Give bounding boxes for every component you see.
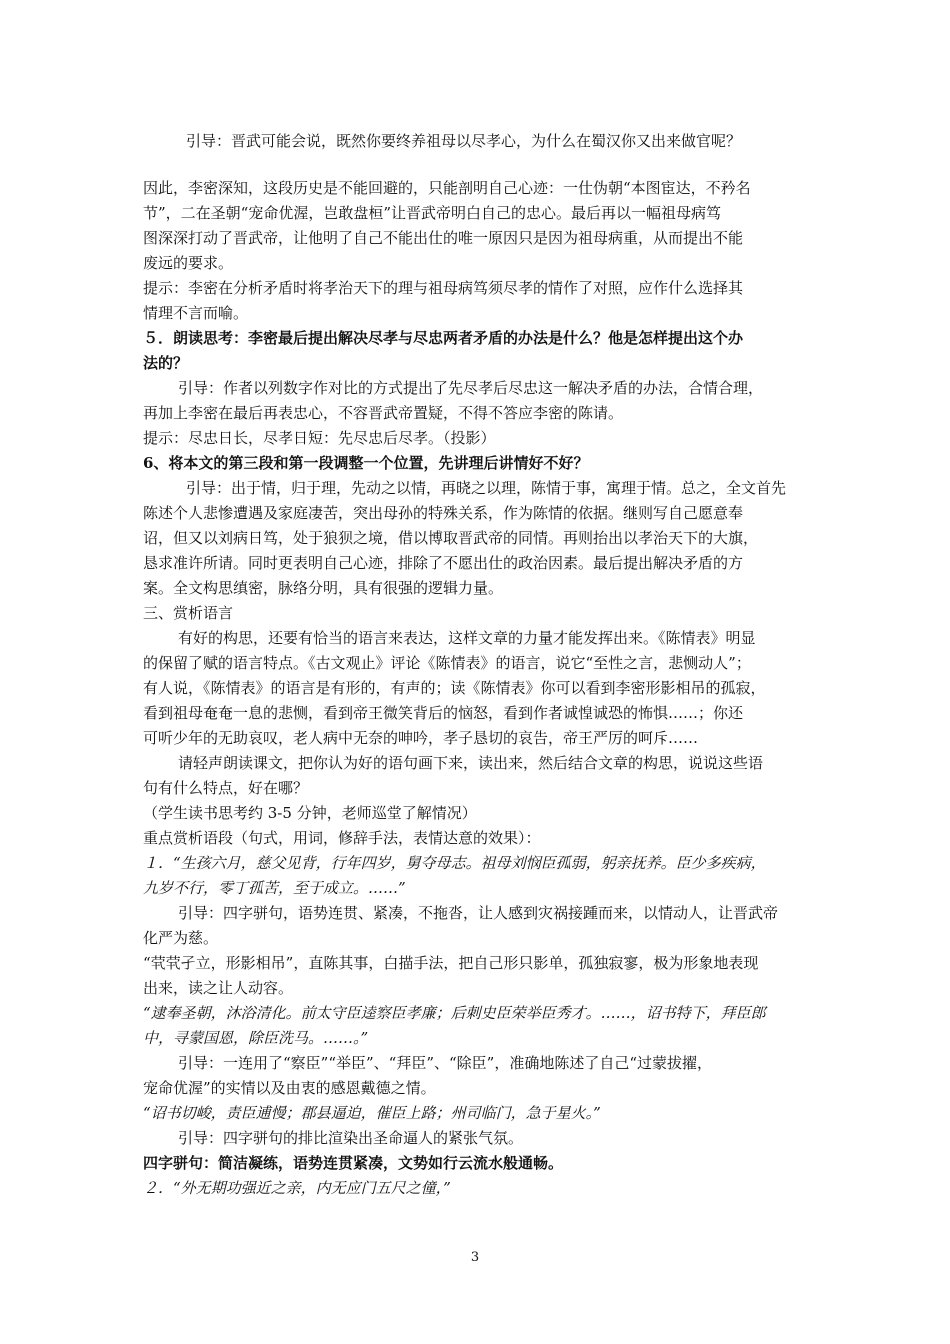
- text-line: 句有什么特点，好在哪？: [143, 779, 309, 797]
- text-line: 的保留了赋的语言特点。《古文观止》评论《陈情表》的语言，说它“至性之言，悲恻动人”；: [143, 654, 751, 672]
- question-heading: 6、将本文的第三段和第一段调整一个位置，先讲理后讲情好不好？: [143, 454, 589, 472]
- text-line: 化严为慈。: [143, 929, 219, 947]
- text-line: 引导：作者以列数字作对比的方式提出了先尽孝后尽忠这一解决矛盾的办法，合情合理，: [178, 379, 764, 397]
- quote-line: 中，寻蒙国恩，除臣洗马。……。”: [143, 1029, 369, 1047]
- text-line: 有人说，《陈情表》的语言是有形的，有声的；读《陈情表》你可以看到李密形影相吊的孤寂，: [143, 679, 766, 697]
- text-line: 看到祖母奄奄一息的悲恻，看到帝王微笑背后的恼怒，看到作者诚惶诚恐的怖惧……；你还: [143, 704, 744, 722]
- text-line: 可听少年的无助哀叹，老人病中无奈的呻吟，孝子恳切的哀告，帝王严厉的呵斥……: [143, 729, 699, 747]
- text-line: 引导：四字骈句，语势连贯、紧凑，不拖沓，让人感到灾祸接踵而来，以情动人，让晋武帝: [178, 904, 779, 922]
- text-line: “茕茕孑立，形影相吊”，直陈其事，白描手法，把自己形只影单，孤独寂寥，极为形象地表现: [143, 954, 759, 972]
- quote-line: “诏书切峻，责臣逋慢；郡县逼迫，催臣上路；州司临门，急于星火。”: [143, 1104, 601, 1122]
- text-line: 引导：一连用了“察臣”“举臣”、“拜臣”、“除臣”，准确地陈述了自己“过蒙拔擢，: [178, 1054, 713, 1072]
- text-line: 废远的要求。: [143, 254, 234, 272]
- text-line: 重点赏析语段（句式，用词，修辞手法，表情达意的效果）：: [143, 829, 541, 847]
- page-number: 3: [470, 1250, 480, 1265]
- text-line: 情理不言而喻。: [143, 304, 249, 322]
- text-line: 节”，二在圣朝“宠命优渥，岂敢盘桓”让晋武帝明白自己的忠心。最后再以一幅祖母病笃: [143, 204, 722, 222]
- text-line: 图深深打动了晋武帝，让他明了自己不能出仕的唯一原因只是因为祖母病重，从而提出不能: [143, 229, 744, 247]
- text-line: 引导：出于情，归于理，先动之以情，再晓之以理，陈情于事，寓理于情。总之，全文首先: [186, 479, 787, 497]
- quote-line: ２．“外无期功强近之亲，内无应门五尺之僮，”: [143, 1179, 451, 1197]
- text-line: 请轻声朗读课文，把你认为好的语句画下来，读出来，然后结合文章的构思，说说这些语: [178, 754, 764, 772]
- section-heading: 三、赏析语言: [143, 604, 234, 622]
- text-line: 提示：尽忠日长，尽孝日短：先尽忠后尽孝。（投影）: [143, 429, 496, 447]
- text-line: 出来，读之让人动容。: [143, 979, 294, 997]
- text-line: 宠命优渥”的实情以及由衷的感恩戴德之情。: [143, 1079, 436, 1097]
- text-line: 有好的构思，还要有恰当的语言来表达，这样文章的力量才能发挥出来。《陈情表》明显: [178, 629, 756, 647]
- quote-line: “逮奉圣朝，沐浴清化。前太守臣逵察臣孝廉；后刺史臣荣举臣秀才。……，诏书特下，拜臣郎: [143, 1004, 766, 1022]
- text-line: 因此，李密深知，这段历史是不能回避的，只能剖明自己心迹：一仕伪朝“本图宦达，不矜名: [143, 179, 751, 197]
- text-line: 引导：晋武可能会说，既然你要终养祖母以尽孝心，为什么在蜀汉你又出来做官呢？: [186, 132, 742, 150]
- text-line: （学生读书思考约 3-5 分钟，老师巡堂了解情况）: [143, 804, 477, 822]
- text-line: 引导：四字骈句的排比渲染出圣命逼人的紧张气氛。: [178, 1129, 524, 1147]
- text-line: 再加上李密在最后再表忠心，不容晋武帝置疑，不得不答应李密的陈请。: [143, 404, 624, 422]
- question-heading: ５．朗读思考：李密最后提出解决尽孝与尽忠两者矛盾的办法是什么？他是怎样提出这个办: [143, 329, 744, 347]
- quote-line: １．“生孩六月，慈父见背，行年四岁，舅夺母志。祖母刘悯臣孤弱，躬亲抚养。臣少多疾病，: [143, 854, 766, 872]
- text-line: 提示：李密在分析矛盾时将孝治天下的理与祖母病笃须尽孝的情作了对照，应作什么选择其: [143, 279, 744, 297]
- text-line: 陈述个人悲惨遭遇及家庭凄苦，突出母孙的特殊关系，作为陈情的依据。继则写自己愿意奉: [143, 504, 744, 522]
- quote-line: 九岁不行，零丁孤苦，至于成立。……”: [143, 879, 406, 897]
- text-line: 恳求准许所请。同时更表明自己心迹，排除了不愿出仕的政治因素。最后提出解决矛盾的方: [143, 554, 744, 572]
- text-line: 诏，但又以刘病日笃，处于狼狈之境，借以博取晋武帝的同情。再则抬出以孝治天下的大旗，: [143, 529, 759, 547]
- summary-heading: 四字骈句：简洁凝练，语势连贯紧凑，文势如行云流水般通畅。: [143, 1154, 564, 1172]
- question-heading: 法的？: [143, 354, 189, 372]
- text-line: 案。全文构思缜密，脉络分明，具有很强的逻辑力量。: [143, 579, 504, 597]
